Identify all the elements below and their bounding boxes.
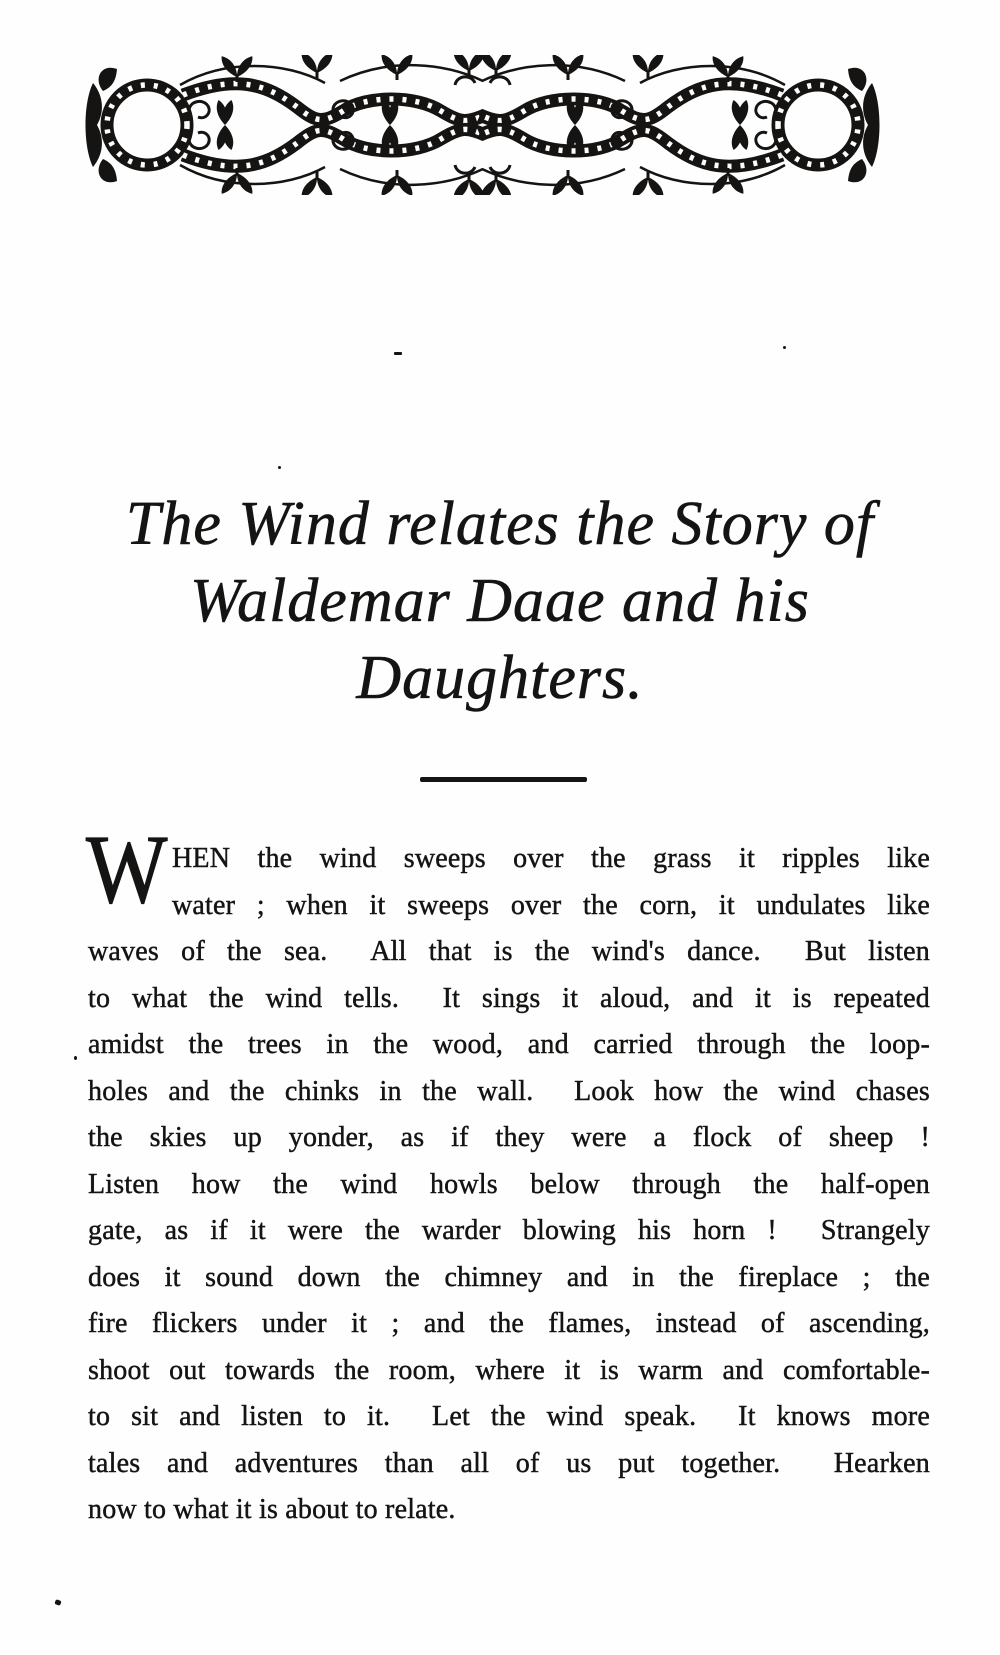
text-line: to what the wind tells. It sings it aloud, and it is repeated — [88, 982, 930, 1014]
chapter-title — [60, 486, 940, 717]
scan-speck — [54, 1599, 61, 1606]
chapter-title-line-1: The Wind relates the Story of — [125, 490, 875, 558]
text-line: to sit and listen to it. Let the wind speak. It knows more — [88, 1401, 930, 1432]
scan-speck — [394, 352, 402, 355]
title-divider-rule — [420, 777, 587, 782]
text-line: water ; when it sweeps over the corn, it undulates like — [172, 889, 930, 921]
text-line: does it sound down the chimney and in the fireplace ; the — [88, 1261, 930, 1293]
text-line: Listen how the wind howls below through the half-open — [88, 1168, 930, 1200]
chapter-title-line-2: Waldemar Daae and his — [190, 567, 810, 635]
text-line: HEN the wind sweeps over the grass it ripples like — [172, 843, 930, 874]
text-line: gate, as if it were the warder blowing his horn ! Strangely — [88, 1215, 930, 1246]
text-line: now to what it is about to relate. — [88, 1494, 456, 1525]
text-line: fire flickers under it ; and the flames, instead of ascending, — [88, 1308, 930, 1339]
scan-speck — [278, 466, 281, 469]
opening-paragraph — [86, 816, 930, 1534]
scan-speck — [74, 1056, 77, 1060]
header-ornament-engraving — [85, 55, 880, 195]
text-line: holes and the chinks in the wall. Look how the wind chases — [88, 1075, 930, 1107]
text-line: shoot out towards the room, where it is warm and comfortable- — [88, 1354, 930, 1386]
chapter-title-line-3: Daughters. — [356, 644, 644, 712]
text-line: amidst the trees in the wood, and carried through the loop- — [88, 1029, 930, 1060]
drop-cap: W — [86, 816, 168, 924]
text-line: the skies up yonder, as if they were a flock of sheep ! — [88, 1122, 930, 1153]
scan-speck — [783, 346, 786, 349]
text-line: waves of the sea. All that is the wind's dance. But listen — [88, 936, 930, 967]
text-line: tales and adventures than all of us put together. Hearken — [88, 1447, 930, 1479]
